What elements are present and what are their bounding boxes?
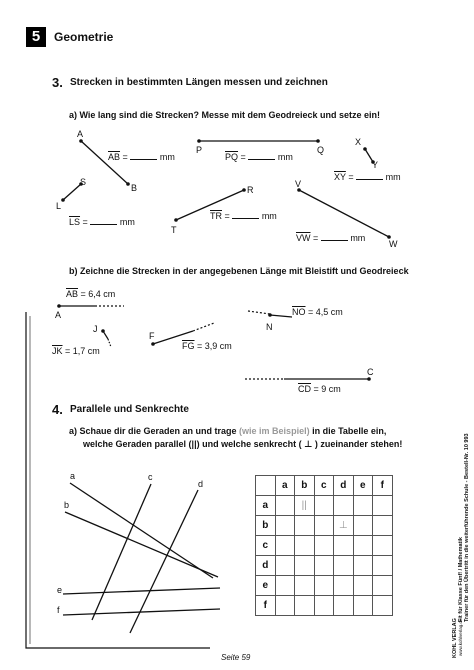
measure-pq-answer[interactable] [248, 152, 275, 160]
table-cell[interactable] [275, 536, 295, 556]
table-cell[interactable] [275, 596, 295, 616]
table-row [256, 536, 393, 556]
table-cell[interactable] [314, 496, 334, 516]
draw-fg-value: = 3,9 cm [197, 341, 232, 351]
section-3-title: Strecken in bestimmten Längen messen und zeichnen [70, 77, 328, 88]
table-header-row [256, 476, 393, 496]
table-cell[interactable] [353, 556, 373, 576]
measure-vw-answer[interactable] [321, 233, 348, 241]
table-row [256, 516, 393, 536]
point-label-y: Y [372, 160, 379, 170]
table-cell[interactable] [373, 596, 393, 616]
page-frame-line [26, 312, 210, 648]
relation-table [255, 475, 393, 616]
draw-ab-label [66, 289, 115, 299]
measure-ls-equals: = [82, 217, 88, 227]
table-cell[interactable] [373, 536, 393, 556]
table-cell[interactable] [295, 576, 315, 596]
table-cell[interactable] [314, 596, 334, 616]
table-cell[interactable] [295, 556, 315, 576]
measure-vw-unit: mm [350, 233, 366, 243]
table-cell[interactable] [373, 516, 393, 536]
table-col-header: d [334, 476, 354, 496]
measure-tr-answer[interactable] [232, 211, 259, 219]
line-label-c: c [148, 472, 153, 482]
measure-pq-equals: = [240, 152, 246, 162]
table-cell-example-perpendicular[interactable]: ⊥ [334, 516, 354, 536]
draw-no-name: $\overline{NO}$ [292, 307, 306, 317]
table-col-header: f [373, 476, 393, 496]
draw-cd-name: $\overline{CD}$ [298, 384, 311, 394]
measure-vw [296, 233, 365, 243]
line-e [63, 588, 220, 594]
measure-ab-unit: mm [159, 152, 175, 162]
table-cell[interactable] [314, 576, 334, 596]
section-4-number: 4. [52, 402, 63, 417]
point-label-r: R [247, 185, 254, 195]
segment-ls [63, 184, 81, 200]
draw-fg-name: $\overline{FG}$ [182, 341, 195, 351]
table-cell[interactable] [295, 516, 315, 536]
measure-vw-equals: = [313, 233, 319, 243]
segment-vw [299, 190, 389, 237]
task-4a-line1 [69, 426, 386, 436]
publisher-logo-text: KOHL VERLAG [452, 618, 458, 658]
table-cell[interactable] [353, 536, 373, 556]
measure-ls-unit: mm [119, 217, 135, 227]
draw-no-value: = 4,5 cm [308, 307, 343, 317]
sidebar-url: www.kohlverlag.de [458, 618, 463, 656]
draw-cd-value: = 9 cm [313, 384, 341, 394]
measure-xy [334, 172, 401, 182]
table-col-header: a [275, 476, 295, 496]
draw-point-c: C [367, 367, 374, 377]
table-cell[interactable] [334, 496, 354, 516]
draw-point-j: J [93, 324, 98, 334]
measure-ls-name: $\overline{LS}$ [69, 217, 81, 227]
measure-tr-equals: = [224, 211, 230, 221]
point-label-l: L [56, 201, 62, 211]
table-row-header: d [256, 556, 276, 576]
point-label-s: S [80, 177, 87, 187]
table-cell[interactable] [275, 516, 295, 536]
table-cell[interactable] [373, 496, 393, 516]
task-4a-line1-end: in die Tabelle ein, [309, 426, 387, 436]
draw-ab-name: $\overline{AB}$ [66, 289, 79, 299]
line-label-d: d [198, 479, 204, 489]
sidebar-book-subtitle: Trainer für den Übertritt in die weiterführende Schule - Bestell-Nr. 10 993 [464, 433, 470, 622]
table-cell[interactable] [334, 536, 354, 556]
table-cell[interactable] [353, 576, 373, 596]
chapter-title: Geometrie [54, 30, 114, 44]
measure-tr-name: $\overline{TR}$ [210, 211, 222, 221]
draw-jk-name: $\overline{JK}$ [52, 346, 63, 356]
table-row [256, 576, 393, 596]
line-label-e: e [57, 585, 63, 595]
line-label-a: a [70, 471, 76, 481]
line-a [70, 483, 213, 578]
table-cell[interactable] [295, 596, 315, 616]
table-cell[interactable] [334, 596, 354, 616]
chapter-number-box: 5 [26, 27, 46, 47]
point-label-q: Q [317, 145, 325, 155]
table-row-header: a [256, 496, 276, 516]
table-row-header: e [256, 576, 276, 596]
point-label-t: T [171, 225, 177, 235]
table-cell[interactable] [373, 556, 393, 576]
measure-xy-equals: = [348, 172, 354, 182]
measure-pq [225, 152, 293, 162]
table-cell[interactable] [275, 556, 295, 576]
table-row-header: c [256, 536, 276, 556]
point-label-x: X [355, 137, 362, 147]
table-row-header: f [256, 596, 276, 616]
measure-pq-unit: mm [277, 152, 293, 162]
table-cell[interactable] [334, 556, 354, 576]
draw-no-label [292, 307, 343, 317]
table-col-header: e [353, 476, 373, 496]
publisher-sidebar [452, 380, 470, 660]
table-cell[interactable] [334, 576, 354, 596]
measure-pq-name: $\overline{PQ}$ [225, 152, 239, 162]
measure-ab-answer[interactable] [130, 152, 157, 160]
measure-ls [69, 217, 135, 227]
line-b [65, 512, 218, 577]
draw-point-n: N [266, 322, 273, 332]
measure-xy-answer[interactable] [356, 172, 383, 180]
table-col-header: c [314, 476, 334, 496]
measure-vw-name: $\overline{VW}$ [296, 233, 311, 243]
section-4-title: Parallele und Senkrechte [70, 404, 189, 415]
task-3b-text: b) Zeichne die Strecken in der angegebenen Länge mit Bleistift und Geodreieck [69, 266, 409, 276]
measure-tr [210, 211, 277, 221]
point-label-a: A [77, 129, 84, 139]
table-corner [256, 476, 276, 496]
draw-ab-value: = 6,4 cm [80, 289, 116, 299]
table-row [256, 496, 393, 516]
table-cell[interactable] [275, 576, 295, 596]
measure-ab-name: $\overline{AB}$ [108, 152, 121, 162]
task-4a-example-hint: (wie im Beispiel) [239, 426, 310, 436]
measure-xy-name: $\overline{XY}$ [334, 172, 346, 182]
table-col-header: b [295, 476, 315, 496]
table-row [256, 596, 393, 616]
measure-ls-answer[interactable] [90, 217, 117, 225]
draw-cd-label [298, 384, 341, 394]
task-3a-text: a) Wie lang sind die Strecken? Messe mit dem Geodreieck und setze ein! [69, 110, 381, 120]
table-cell[interactable] [314, 536, 334, 556]
measure-tr-unit: mm [261, 211, 277, 221]
point-label-w: W [389, 239, 398, 249]
table-cell[interactable] [353, 596, 373, 616]
table-cell[interactable] [353, 516, 373, 536]
draw-fg-label [182, 341, 232, 351]
point-label-v: V [295, 179, 302, 189]
table-cell[interactable] [373, 576, 393, 596]
draw-jk-value: = 1,7 cm [65, 346, 100, 356]
table-cell[interactable] [314, 556, 334, 576]
task-4a-line2: welche Geraden parallel (||) und welche senkrecht ( ⊥ ) zueinander stehen! [83, 439, 403, 449]
table-cell-example-parallel[interactable]: || [295, 496, 315, 516]
point-label-p: P [196, 145, 203, 155]
section-3-number: 3. [52, 75, 63, 90]
measure-xy-unit: mm [385, 172, 401, 182]
line-label-f: f [57, 605, 60, 615]
draw-point-f: F [149, 331, 155, 341]
line-c [92, 484, 151, 620]
draw-point-a: A [55, 310, 62, 320]
task-4a-line1-start: a) Schaue dir die Geraden an und trage [69, 426, 240, 436]
line-label-b: b [64, 500, 70, 510]
segment-ab [81, 141, 128, 184]
measure-ab [108, 152, 175, 162]
task-b-no-start [270, 315, 292, 317]
sidebar-book-title: Fit für Klasse Fünf! / Mathematik [458, 537, 464, 622]
point-label-b: B [131, 183, 138, 193]
measure-ab-equals: = [122, 152, 128, 162]
table-cell[interactable] [275, 496, 295, 516]
table-cell[interactable] [295, 536, 315, 556]
table-row [256, 556, 393, 576]
draw-jk-label [52, 346, 100, 356]
table-cell[interactable] [353, 496, 373, 516]
page-number: Seite 59 [221, 653, 251, 662]
table-cell[interactable] [314, 516, 334, 536]
table-row-header: b [256, 516, 276, 536]
